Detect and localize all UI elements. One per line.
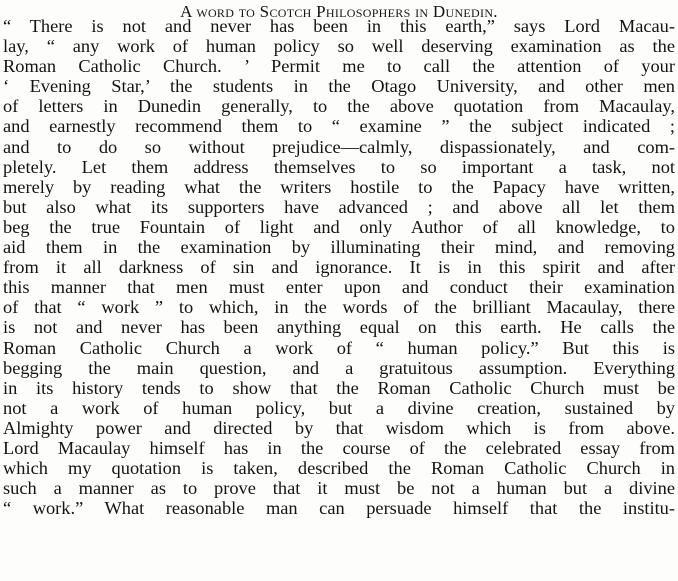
body-line: Lord Macaulay himself has in the course of the celebrated essay from bbox=[3, 437, 675, 458]
body-line: of letters in Dunedin generally, to the above quotation from Macaulay, bbox=[3, 96, 675, 117]
body-line: lay, “ any work of human policy so well deserving examination as the bbox=[3, 36, 675, 57]
body-line: such a manner as to prove that it must be not a human but a divine bbox=[3, 478, 675, 499]
body-line: of that “ work ” to which, in the words of the brilliant Macaulay, there bbox=[3, 297, 675, 318]
body-line: this manner that men must enter upon and conduct their examination bbox=[3, 277, 675, 298]
body-line: in its history tends to show that the Roman Catholic Church must be bbox=[3, 377, 675, 398]
body-line: ‘ Evening Star,’ the students in the Otago University, and other men bbox=[3, 76, 675, 97]
article-headline: A word to Scotch Philosophers in Dunedin. bbox=[180, 2, 498, 21]
article-body bbox=[3, 16, 675, 518]
body-line: not a work of human policy, but a divine creation, sustained by bbox=[3, 397, 675, 418]
body-line: which my quotation is taken, described the Roman Catholic Church in bbox=[3, 458, 675, 479]
body-line: from it all darkness of sin and ignorance. It is in this spirit and after bbox=[3, 257, 675, 278]
body-line: Almighty power and directed by that wisdom which is from above. bbox=[3, 417, 675, 438]
body-line: “ work.” What reasonable man can persuade himself that the institu- bbox=[3, 498, 675, 519]
body-line: aid them in the examination by illuminating their mind, and removing bbox=[3, 237, 675, 258]
body-line: pletely. Let them address themselves to so important a task, not bbox=[3, 156, 675, 177]
body-line: Roman Catholic Church a work of “ human policy.” But this is bbox=[3, 337, 675, 358]
body-line: begging the main question, and a gratuitous assumption. Everything bbox=[3, 357, 675, 378]
body-line: and earnestly recommend them to “ examine ” the subject indicated ; bbox=[3, 116, 675, 137]
body-line: and to do so without prejudice—calmly, dispassionately, and com- bbox=[3, 136, 675, 157]
body-line: is not and never has been anything equal on this earth. He calls the bbox=[3, 317, 675, 338]
body-line: beg the true Fountain of light and only Author of all knowledge, to bbox=[3, 216, 675, 237]
body-line: merely by reading what the writers hostile to the Papacy have written, bbox=[3, 176, 675, 197]
body-line: but also what its supporters have advanced ; and above all let them bbox=[3, 196, 675, 217]
body-line: “ There is not and never has been in this earth,” says Lord Macau- bbox=[3, 16, 675, 36]
body-line: Roman Catholic Church. ’ Permit me to call the attention of your bbox=[3, 56, 675, 77]
